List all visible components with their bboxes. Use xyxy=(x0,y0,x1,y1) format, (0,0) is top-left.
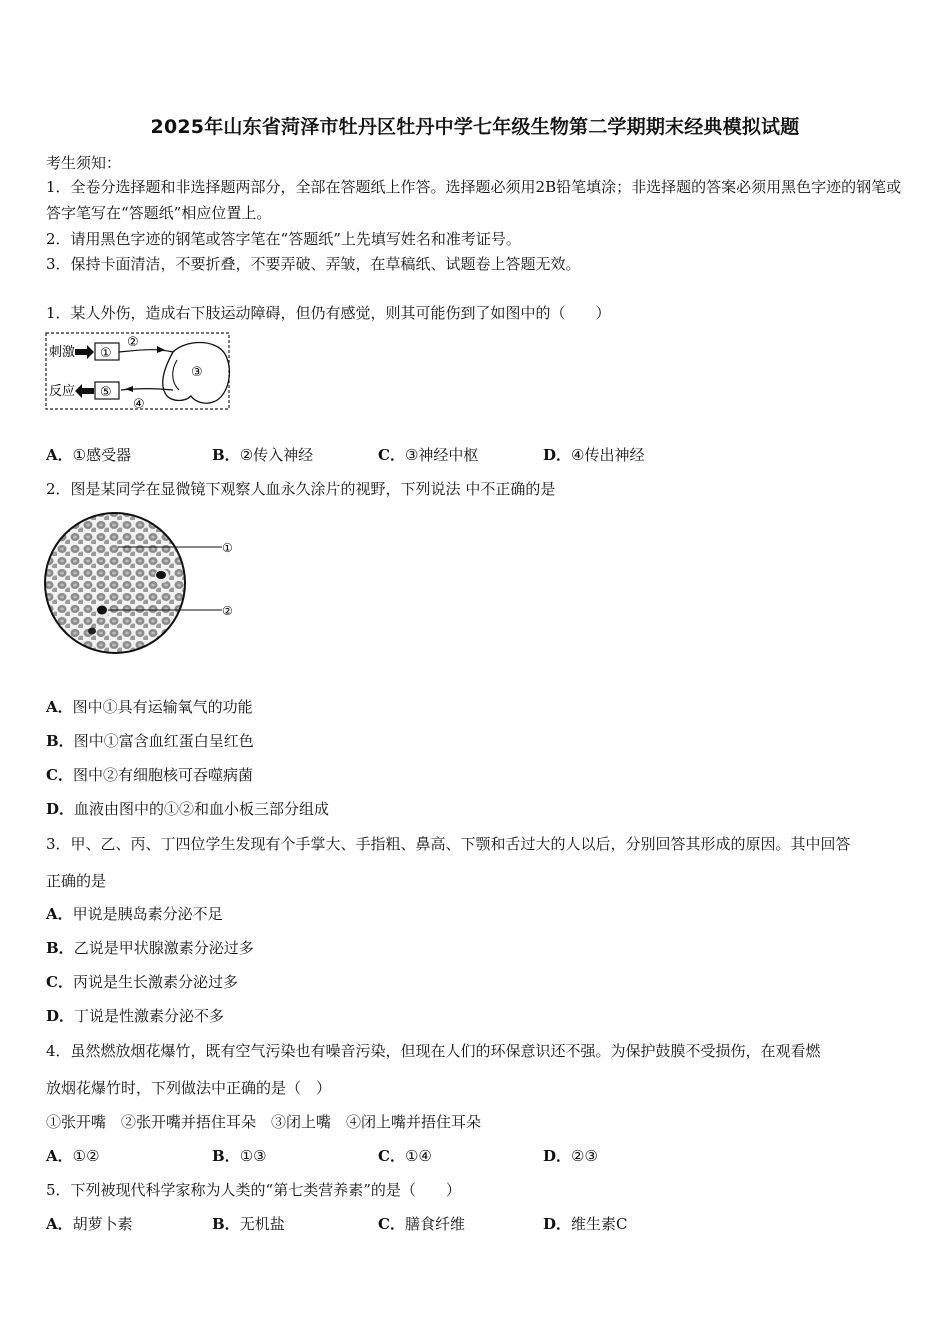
q3-option-c: C．丙说是生长激素分泌过多 xyxy=(46,973,238,991)
q1-stem: 1．某人外伤，造成右下肢运动障碍，但仍有感觉，则其可能伤到了如图中的（ ） xyxy=(46,304,611,322)
q5-option-d: D．维生素C xyxy=(543,1215,628,1233)
label-4: ④ xyxy=(133,397,145,412)
stimulus-label: 刺激 xyxy=(49,345,76,360)
stimulus-arrow-icon xyxy=(75,345,94,359)
q3-option-a: A．甲说是胰岛素分泌不足 xyxy=(46,905,223,923)
page-title: 2025年山东省菏泽市牡丹区牡丹中学七年级生物第二学期期末经典模拟试题 xyxy=(150,116,800,138)
q2-option-b: B．图中①富含血红蛋白呈红色 xyxy=(46,732,254,750)
label-5: ⑤ xyxy=(100,385,112,400)
response-label: 反应 xyxy=(49,384,76,399)
q5-option-a: A．胡萝卜素 xyxy=(46,1215,133,1233)
q2-stem: 2．图是某同学在显微镜下观察人血永久涂片的视野，下列说法 中不正确的是 xyxy=(46,480,556,498)
micrograph-label-2: ② xyxy=(222,604,233,618)
q1-option-a: A．①感受器 xyxy=(46,446,132,464)
interneuron xyxy=(173,360,179,390)
q4-option-c: C．①④ xyxy=(378,1147,432,1165)
label-3: ③ xyxy=(191,365,203,380)
white-blood-cell-2 xyxy=(97,606,107,615)
label-1: ① xyxy=(100,346,112,361)
q4-stem-line-2: 放烟花爆竹时，下列做法中正确的是（ ） xyxy=(46,1079,332,1097)
q3-stem-line-2: 正确的是 xyxy=(46,872,107,890)
notice-heading: 考生须知： xyxy=(46,154,122,172)
q4-option-a: A．①② xyxy=(46,1147,100,1165)
q4-option-d: D．②③ xyxy=(543,1147,598,1165)
q3-option-b: B．乙说是甲状腺激素分泌过多 xyxy=(46,939,254,957)
q2-option-d: D．血液由图中的①②和血小板三部分组成 xyxy=(46,800,330,818)
q1-option-b: B．②传入神经 xyxy=(212,446,314,464)
notice-item-1: 1．全卷分选择题和非选择题两部分，全部在答题纸上作答。选择题必须用2B铅笔填涂；非选择题的答案必须用黑色字迹的钢笔或答字笔写在“答题纸”相应位置上。 xyxy=(46,178,902,222)
q3-stem-line-1: 3．甲、乙、丙、丁四位学生发现有个手掌大、手指粗、鼻高、下颚和舌过大的人以后，分别回答其形成的原因。其中回答 xyxy=(46,835,851,853)
q5-stem: 5．下列被现代科学家称为人类的“第七类营养素”的是（ ） xyxy=(46,1181,461,1199)
q1-option-d: D．④传出神经 xyxy=(543,446,645,464)
response-arrow-icon xyxy=(75,384,94,398)
q2-option-c: C．图中②有细胞核可吞噬病菌 xyxy=(46,766,253,784)
q4-stem-line-1: 4．虽然燃放烟花爆竹，既有空气污染也有噪音污染，但现在人们的环保意识还不强。为保护鼓膜不受损伤，在观看燃 xyxy=(46,1042,821,1060)
q4-option-b: B．①③ xyxy=(212,1147,267,1165)
afferent-arrow-icon xyxy=(157,346,165,353)
red-blood-cells xyxy=(44,508,194,658)
q3-option-d: D．丁说是性激素分泌不多 xyxy=(46,1007,225,1025)
q1-option-c: C．③神经中枢 xyxy=(378,446,479,464)
micrograph-label-1: ① xyxy=(222,541,233,555)
notice-item-2: 2．请用黑色字迹的钢笔或答字笔在“答题纸”上先填写姓名和准考证号。 xyxy=(46,230,521,248)
q5-option-b: B．无机盐 xyxy=(212,1215,285,1233)
q2-option-a: A．图中①具有运输氧气的功能 xyxy=(46,698,253,716)
q4-choices: ①张开嘴 ②张开嘴并捂住耳朵 ③闭上嘴 ④闭上嘴并捂住耳朵 xyxy=(46,1113,482,1131)
reflex-arc-diagram xyxy=(45,332,231,412)
blood-smear-micrograph xyxy=(44,508,240,658)
notice-item-3: 3．保持卡面清洁，不要折叠，不要弄破、弄皱，在草稿纸、试题卷上答题无效。 xyxy=(46,255,581,273)
q5-option-c: C．膳食纤维 xyxy=(378,1215,465,1233)
efferent-arrow-icon xyxy=(125,386,133,392)
label-2: ② xyxy=(127,335,139,350)
white-blood-cell-1 xyxy=(156,571,166,579)
